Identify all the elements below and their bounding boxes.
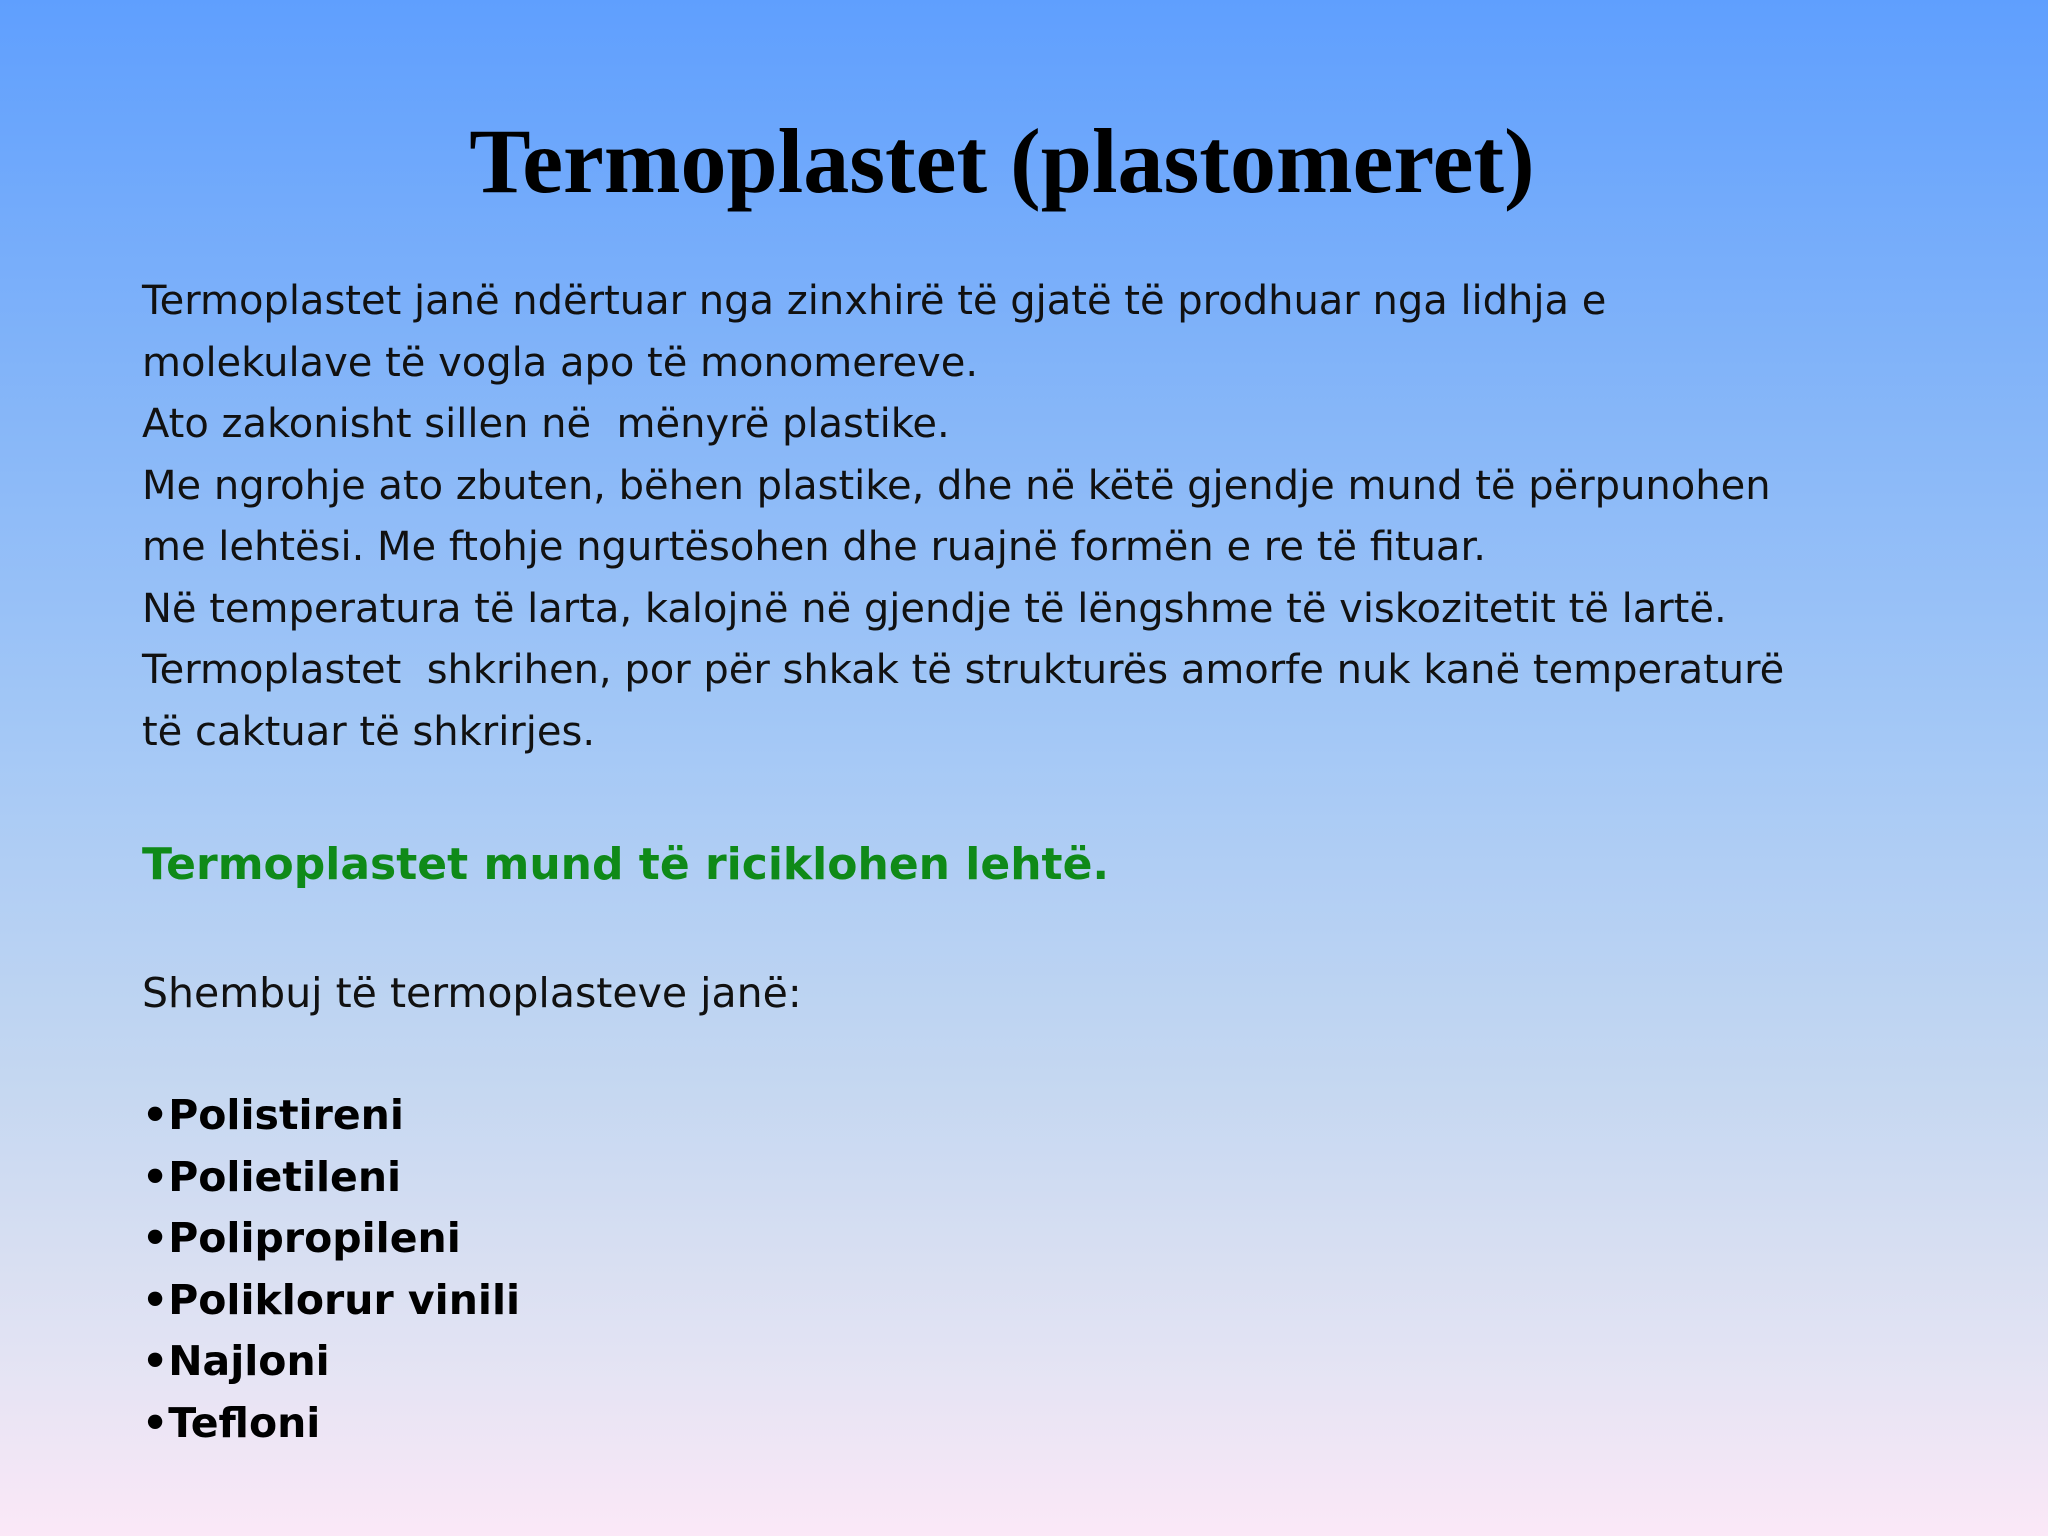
list-item <box>142 1208 520 1270</box>
list-item <box>142 1393 520 1455</box>
slide-title: Termoplastet (plastomeret) <box>469 110 1535 212</box>
example-label: Poliklorur vinili <box>168 1275 521 1324</box>
example-label: Najloni <box>168 1337 330 1385</box>
body-line: Ato zakonisht sillen në mënyrë plastike. <box>142 401 950 447</box>
examples-heading: Shembuj të termoplasteve janë: <box>142 969 802 1017</box>
body-line: Me ngrohje ato zbuten, bëhen plastike, dhe në këtë gjendje mund të përpunohen <box>142 462 1771 509</box>
bullet-icon: • <box>142 1275 169 1324</box>
body-line: të caktuar të shkrirjes. <box>142 708 596 755</box>
bullet-icon: • <box>142 1152 169 1201</box>
list-item <box>142 1331 520 1393</box>
example-label: Polistireni <box>168 1091 404 1139</box>
recycling-highlight: Termoplastet mund të riciklohen lehtë. <box>142 839 1110 890</box>
body-line: Në temperatura të larta, kalojnë në gjendje të lëngshme të viskozitetit të lartë. <box>142 585 1727 632</box>
list-item <box>142 1147 520 1209</box>
body-line: Termoplastet shkrihen, por për shkak të strukturës amorfe nuk kanë temperaturë <box>142 647 1785 693</box>
example-label: Tefloni <box>168 1398 321 1447</box>
body-line: me lehtësi. Me ftohje ngurtësohen dhe ruajnë formën e re të fituar. <box>142 524 1486 570</box>
example-label: Polipropileni <box>168 1214 461 1262</box>
list-item <box>142 1085 520 1147</box>
body-text <box>142 271 2002 763</box>
bullet-icon: • <box>142 1214 169 1262</box>
list-item <box>142 1270 520 1332</box>
bullet-icon: • <box>142 1398 169 1447</box>
bullet-icon: • <box>142 1091 169 1139</box>
bullet-icon: • <box>142 1337 169 1385</box>
body-line: molekulave të vogla apo të monomereve. <box>142 339 979 386</box>
body-line: Termoplastet janë ndërtuar nga zinxhirë të gjatë të prodhuar nga lidhja e <box>142 278 1607 324</box>
examples-list <box>142 1085 520 1454</box>
example-label: Polietileni <box>168 1152 402 1201</box>
